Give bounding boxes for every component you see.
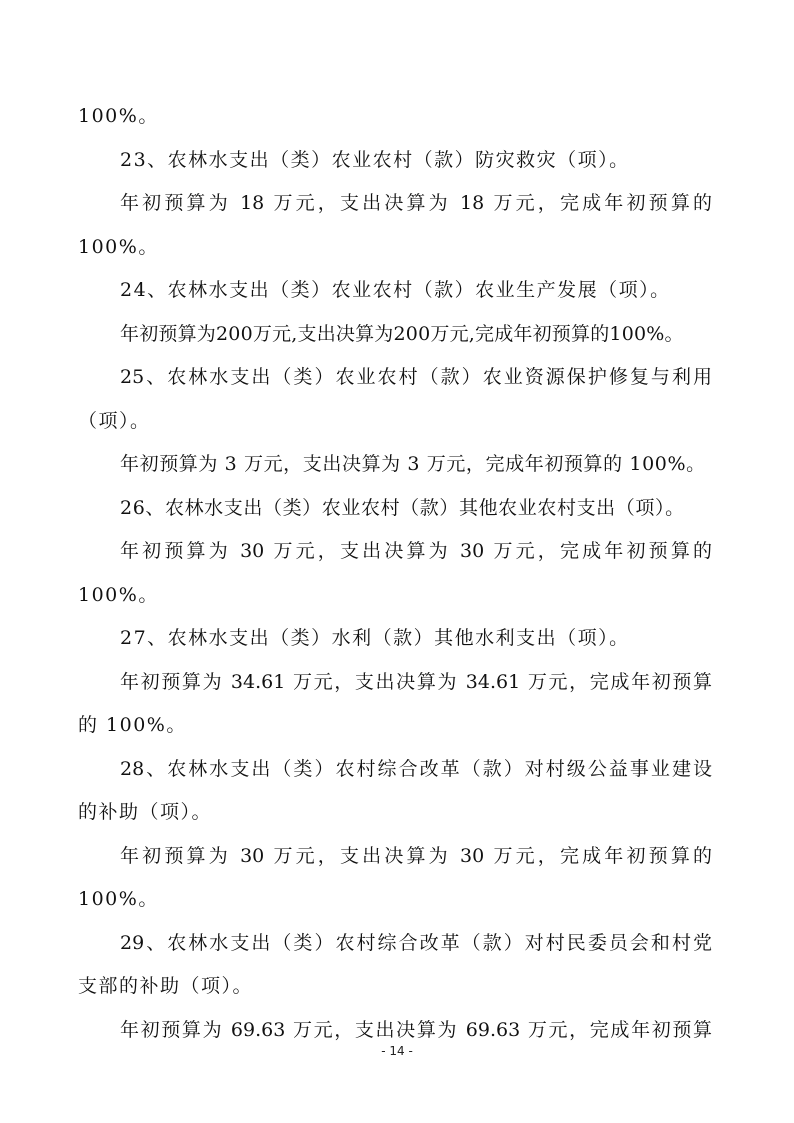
text-line: 29、农林水支出（类）农村综合改革（款）对村民委员会和村党 (120, 932, 712, 954)
text-line: 100%。 (78, 584, 159, 606)
text-line: 100%。 (78, 236, 159, 258)
text-line: 28、农林水支出（类）农村综合改革（款）对村级公益事业建设 (120, 758, 712, 780)
text-line: 年初预算为 30 万元，支出决算为 30 万元，完成年初预算的 (120, 540, 712, 562)
text-line: （项）。 (78, 410, 151, 432)
text-line: 25、农林水支出（类）农业农村（款）农业资源保护修复与利用 (120, 366, 712, 388)
text-line: 年初预算为 30 万元，支出决算为 30 万元，完成年初预算的 (120, 845, 712, 867)
text-line: 年初预算为 69.63 万元，支出决算为 69.63 万元，完成年初预算 (120, 1019, 712, 1041)
page-number: - 14 - (381, 1044, 413, 1058)
text-line: 年初预算为200万元,支出决算为200万元,完成年初预算的100%。 (120, 323, 684, 345)
text-line: 年初预算为 18 万元，支出决算为 18 万元，完成年初预算的 (120, 192, 712, 214)
text-line: 26、农林水支出（类）农业农村（款）其他农业农村支出（项）。 (120, 497, 685, 519)
text-line: 年初预算为 34.61 万元，支出决算为 34.61 万元，完成年初预算 (120, 671, 712, 693)
text-line: 27、农林水支出（类）水利（款）其他水利支出（项）。 (120, 627, 630, 649)
text-line: 100%。 (78, 888, 159, 910)
text-line: 支部的补助（项）。 (78, 975, 254, 997)
text-line: 23、农林水支出（类）农业农村（款）防灾救灾（项）。 (120, 149, 630, 171)
text-line: 年初预算为 3 万元，支出决算为 3 万元，完成年初预算的 100%。 (120, 453, 706, 475)
text-line: 24、农林水支出（类）农业农村（款）农业生产发展（项）。 (120, 279, 671, 301)
text-line: 的补助（项）。 (78, 801, 213, 823)
text-line: 100%。 (78, 105, 159, 127)
text-line: 的 100%。 (78, 714, 187, 736)
